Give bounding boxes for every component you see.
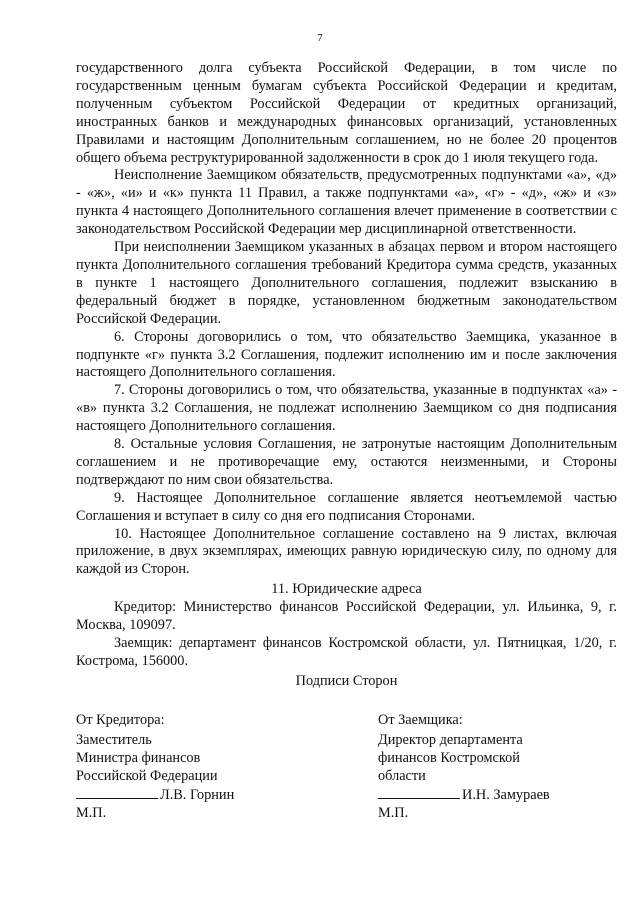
borrower-signatory-name: И.Н. Замураев: [462, 786, 550, 803]
creditor-from-label: От Кредитора:: [76, 712, 165, 728]
page-number: 7: [317, 32, 323, 44]
creditor-address: Кредитор: Министерство финансов Российской Федерации, ул. Ильинка, 9, г. Москва, 109097.: [76, 599, 617, 634]
borrower-position-line: Директор департамента: [378, 731, 523, 748]
creditor-position-line: Министра финансов: [76, 749, 201, 766]
creditor-position-line: Российской Федерации: [76, 767, 218, 784]
signature-line: [378, 786, 460, 799]
clause-9: 9. Настоящее Дополнительное соглашение является неотъемлемой частью Соглашения и вступает в силу со дня его подписания Сторонами.: [76, 489, 617, 524]
addresses-heading: 11. Юридические адреса: [271, 581, 422, 598]
borrower-from-label: От Заемщика:: [378, 712, 463, 728]
creditor-position-line: Заместитель: [76, 731, 152, 748]
paragraph-recovery: При неисполнении Заемщиком указанных в абзацах первом и втором настоящего пункта Дополнительного соглашения требований Кредитора сумма средств, указанных в пункте 1 настоящего Дополнительного соглашения, подлежит взысканию в федеральный бюджет в порядке, установленном бюджетным законодательством Российской Федерации.: [76, 239, 617, 327]
signatures-heading: Подписи Сторон: [295, 672, 398, 689]
borrower-signature: [378, 712, 550, 822]
borrower-address: Заемщик: департамент финансов Костромской области, ул. Пятницкая, 1/20, г. Кострома, 156000.: [76, 635, 617, 669]
creditor-signature: [76, 712, 234, 822]
document-body: [76, 60, 617, 691]
clause-7: 7. Стороны договорились о том, что обязательства, указанные в подпунктах «а» - «в» пункта 3.2 Соглашения, не подлежат исполнению Заемщиком со дня подписания настоящего Дополнительного соглашения.: [76, 382, 617, 435]
creditor-signatory-name: Л.В. Горнин: [160, 786, 235, 803]
borrower-signatory: [378, 786, 550, 805]
clause-6: 6. Стороны договорились о том, что обязательство Заемщика, указанное в подпункте «г» пункта 3.2 Соглашения, подлежит исполнению им и после заключения настоящего Дополнительного соглашения.: [76, 328, 617, 381]
paragraph-disciplinary-liability: Неисполнение Заемщиком обязательств, предусмотренных подпунктами «а», «д» - «ж», «и» и «к» пункта 11 Правил, а также подпунктами «а», «г» - «д», «ж» и «з» пункта 4 настоящего Дополнительного соглашения влечет применение в соответствии с законодательством Российской Федерации мер дисциплинарной ответственности.: [76, 167, 617, 238]
creditor-signatory: [76, 786, 234, 805]
clause-8: 8. Остальные условия Соглашения, не затронутые настоящим Дополнительным соглашением и не противоречащие ему, остаются неизменными, и Стороны подтверждают по ним свои обязательства.: [76, 436, 617, 488]
borrower-seal: М.П.: [378, 804, 409, 821]
clause-10: 10. Настоящее Дополнительное соглашение составлено на 9 листах, включая приложение, в двух экземплярах, имеющих равную юридическую силу, по одному для каждой из Сторон.: [76, 525, 617, 578]
paragraph-continuation: государственного долга субъекта Российской Федерации, в том числе по государственным ценным бумагам субъекта Российской Федерации и кредитам, полученным субъектом Российской Федерации от кредитных организаций, иностранных банков и международных финансовых организаций, установленных Правилами и настоящим Дополнительным соглашением, но не более 20 процентов общего объема реструктурированной задолженности в срок до 1 июля текущего года.: [76, 60, 617, 166]
borrower-position-line: области: [378, 767, 426, 784]
signature-line: [76, 786, 158, 799]
creditor-seal: М.П.: [76, 804, 107, 821]
borrower-position-line: финансов Костромской: [378, 749, 520, 766]
